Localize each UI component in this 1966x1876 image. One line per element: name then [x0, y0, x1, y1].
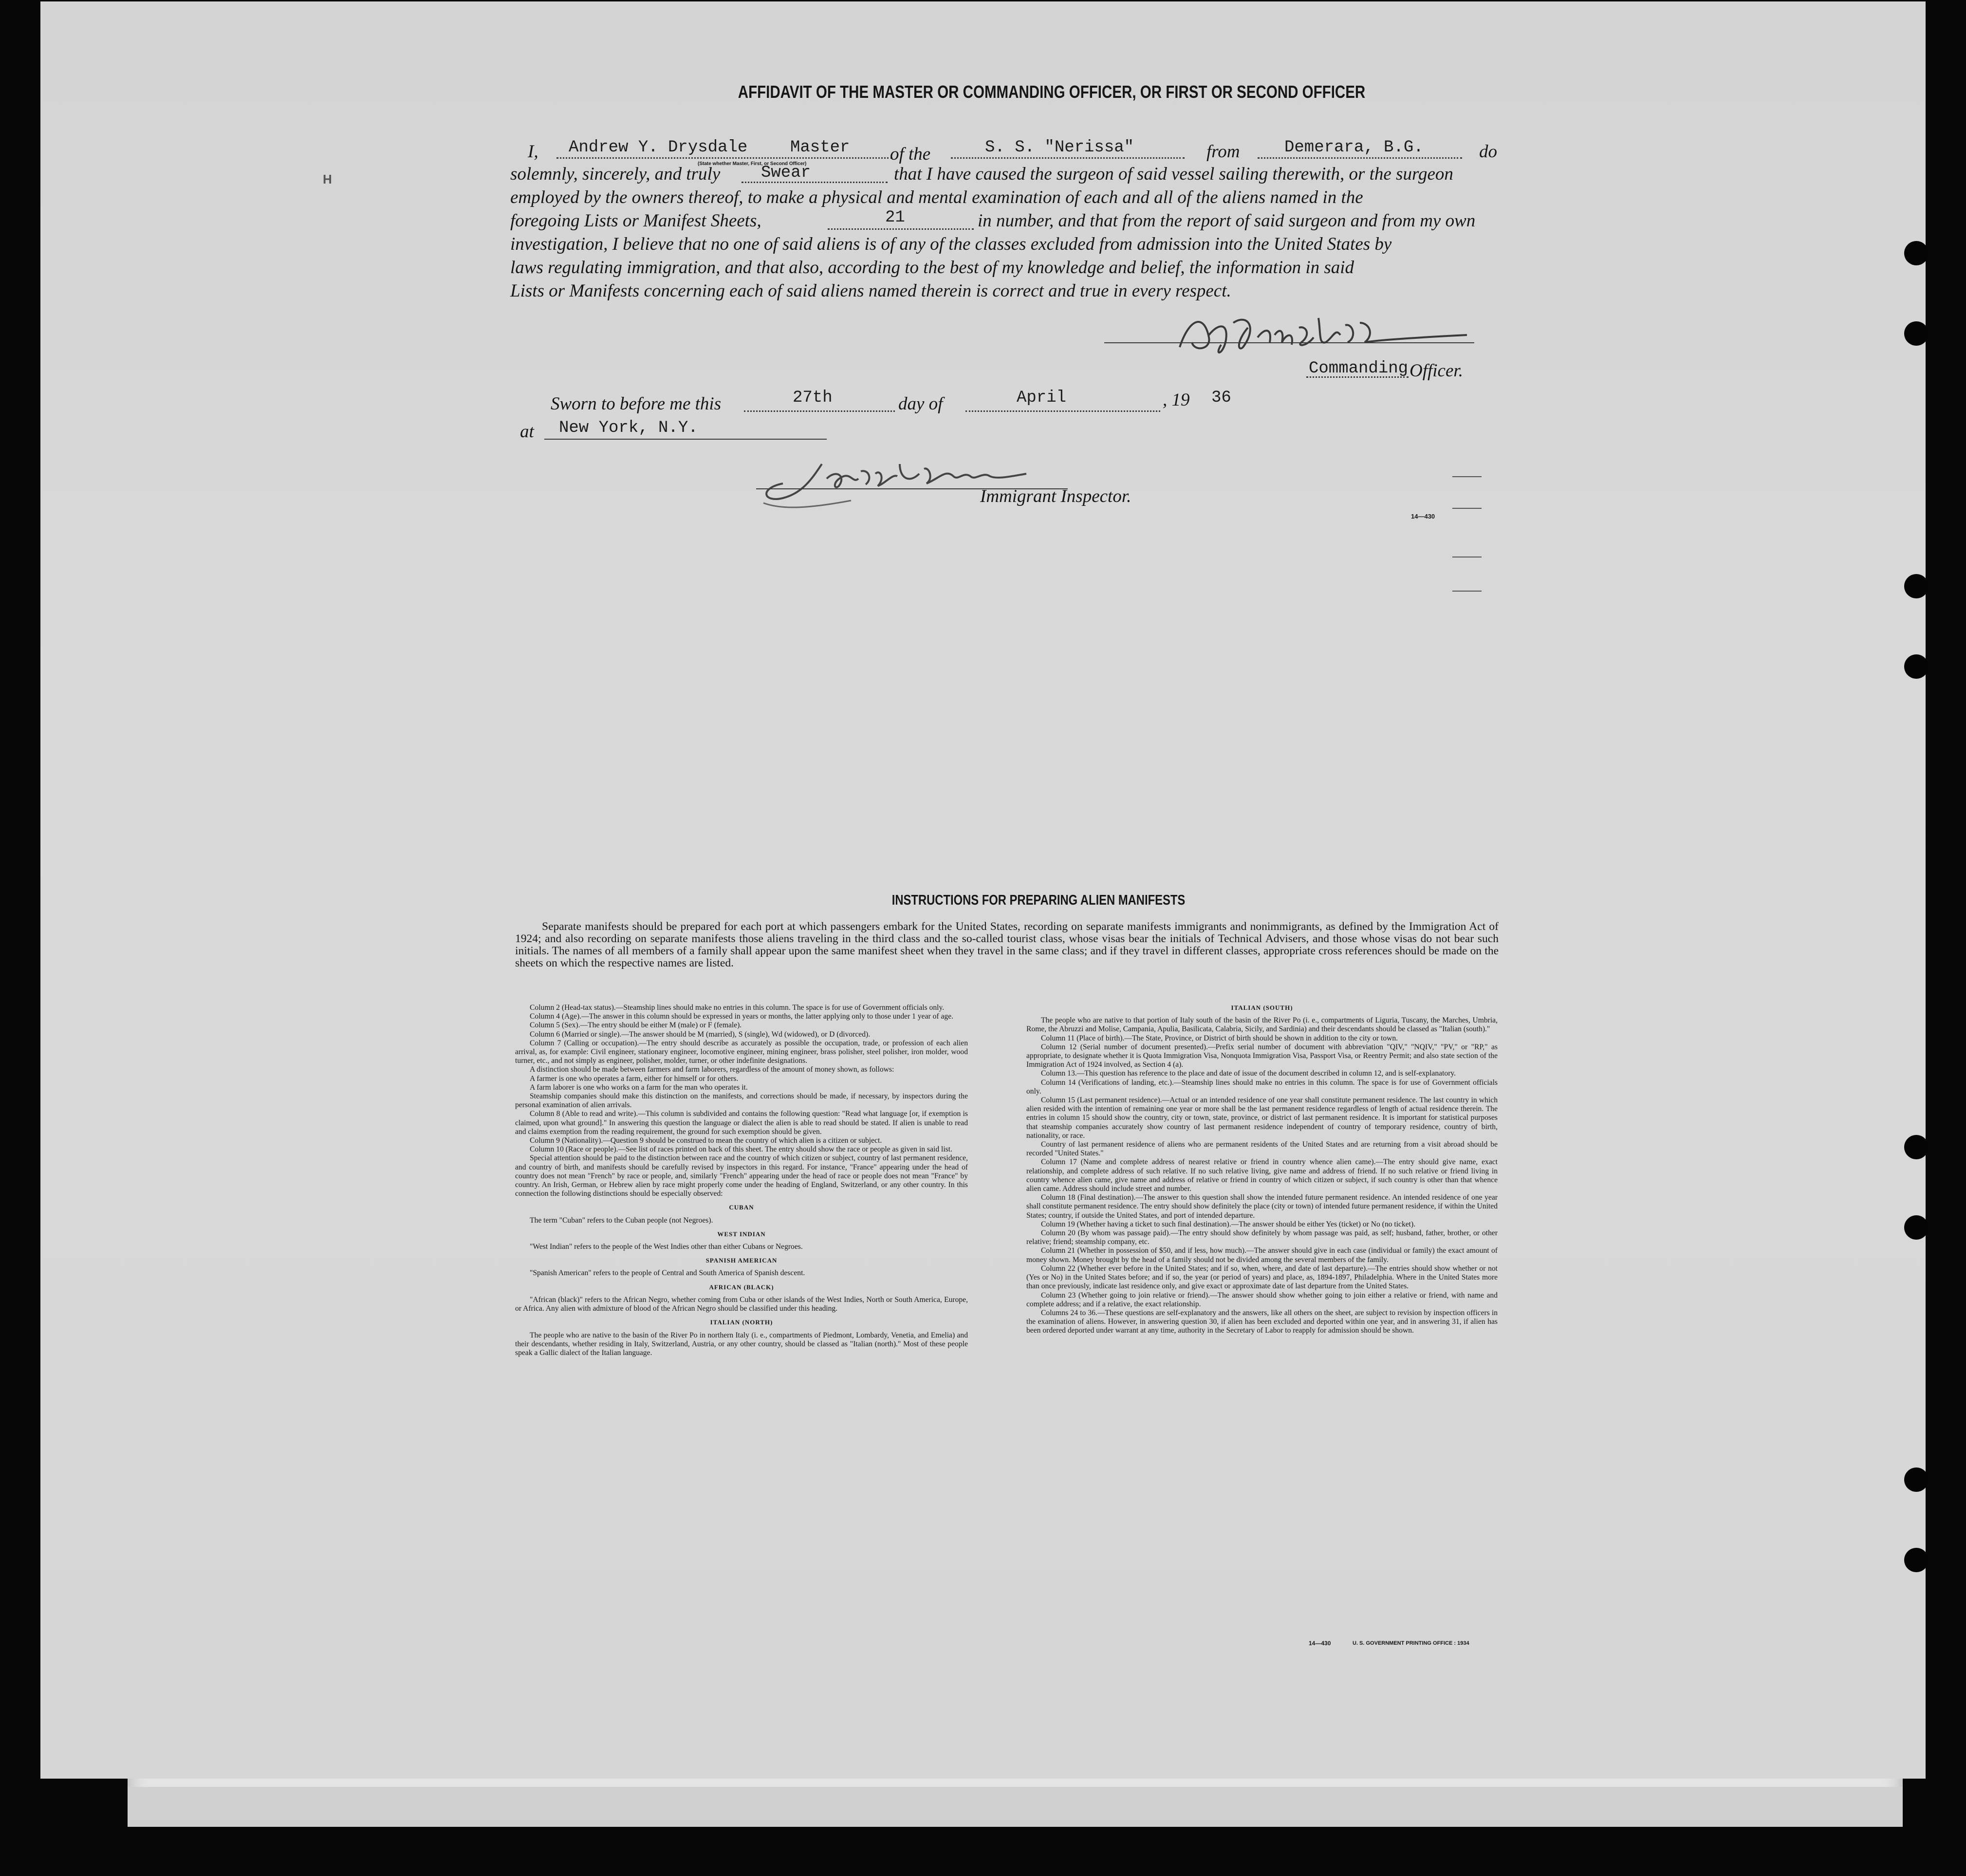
of-the-text: of the: [890, 144, 931, 164]
column-23-text: Column 23 (Whether going to join relative or friend).—The answer should show whether going to join either a relative or friend, with name and complete address; and if a relative, the exact relationship.: [1026, 1291, 1498, 1308]
column-19-text: Column 19 (Whether having a ticket to such final destination).—The answer should be either Yes (ticket) or No (no ticket).: [1041, 1220, 1416, 1228]
column-8-text: Column 8 (Able to read and write).—This column is subdivided and contains the following question: "Read what language [or, if exemption is claimed, upon what ground]." In answering this question the language or dialect the alien is able to read should be stated. If alien is unable to read and claims exemption from the reading requirement, the ground for such exemption should be given.: [515, 1110, 968, 1136]
italian-north-heading: ITALIAN (NORTH): [710, 1319, 773, 1326]
vessel-blank: [951, 157, 1185, 159]
inspector-signature: [754, 449, 1075, 518]
column-20-text: Column 20 (By whom was passage paid).—The entry should show definitely by whom passage was paid, as self; husband, father, brother, or other relative; friend; steamship company, etc.: [1026, 1229, 1498, 1246]
instructions-left-column: [515, 1003, 968, 1357]
footer-printer: U. S. GOVERNMENT PRINTING OFFICE : 1934: [1353, 1640, 1469, 1646]
margin-dash: [1452, 476, 1482, 477]
punch-hole: [1904, 321, 1929, 346]
punch-hole: [1904, 574, 1929, 598]
oath-word: Swear: [761, 164, 811, 182]
form-code: 14—430: [1411, 513, 1435, 520]
footer-form-code: 14—430: [1309, 1640, 1331, 1647]
african-heading: AFRICAN (BLACK): [709, 1283, 774, 1291]
african-text: "African (black)" refers to the African Negro, whether coming from Cuba or other islands of the West Indies, North or South America, Europe, or Africa. Any alien with admixture of blood of the African Negro should be classified under this heading.: [515, 1295, 968, 1313]
affidavit-line-2: solemnly, sincerely, and truly: [510, 164, 721, 184]
column-5-text: Column 5 (Sex).—The entry should be either M (male) or F (female).: [530, 1021, 742, 1030]
departure-port: Demerara, B.G.: [1284, 138, 1424, 157]
officer-word: Officer.: [1410, 361, 1463, 381]
affidavit-line-4: foregoing Lists or Manifest Sheets,: [510, 211, 761, 231]
affidavit-prefix: I,: [528, 142, 538, 162]
margin-dash: [1452, 591, 1482, 592]
sworn-text: Sworn to before me this: [551, 394, 722, 414]
column-13-text: Column 13.—This question has reference to the place and date of issue of the document described in column 12, and is self-explanatory.: [1041, 1069, 1456, 1078]
west-indian-heading: WEST INDIAN: [717, 1230, 766, 1238]
spanish-american-text: "Spanish American" refers to the people of Central and South America of Spanish descent.: [530, 1269, 805, 1278]
distinction-text: A distinction should be made between farmers and farm laborers, regardless of the amount of money shown, as follows:: [530, 1065, 894, 1074]
sworn-month: April: [1017, 389, 1067, 407]
inspector-title: Immigrant Inspector.: [980, 486, 1131, 506]
sworn-place: New York, N.Y.: [559, 419, 698, 437]
west-indian-text: "West Indian" refers to the people of the West Indies other than either Cubans or Negroes.: [530, 1243, 803, 1251]
instructions-right-column: [1026, 1003, 1498, 1336]
affidavit-line-4-rest: in number, and that from the report of said surgeon and from my own: [978, 211, 1476, 231]
country-last-residence-text: Country of last permanent residence of aliens who are permanent residents of the United States and are returning from a visit abroad should be recorded "United States.": [1026, 1140, 1498, 1158]
margin-dash: [1452, 508, 1482, 509]
column-7-text: Column 7 (Calling or occupation).—The entry should describe as accurately as possible the occupation, trade, or profession of each alien arrival, as, for example: Civil engineer, stationary engineer, locomotive engineer, mining engineer, brass polisher, steel polisher, iron molder, wood turner, etc., and not simply as engineer, polisher, molder, turner, or other indefinite designations.: [515, 1039, 968, 1065]
affidavit-line-3: employed by the owners thereof, to make a physical and mental examination of each and all of the aliens named in the: [510, 187, 1363, 207]
column-14-text: Column 14 (Verifications of landing, etc.).—Steamship lines should make no entries in this column. The space is for use of Government officials only.: [1026, 1078, 1498, 1096]
from-text: from: [1206, 142, 1240, 162]
affidavit-title: AFFIDAVIT OF THE MASTER OR COMMANDING OFFICER, OR FIRST OR SECOND OFFICER: [738, 82, 1366, 102]
column-2-text: Column 2 (Head-tax status).—Steamship lines should make no entries in this column. The space is for use of Government officials only.: [530, 1003, 945, 1012]
affidavit-line-5: investigation, I believe that no one of said aliens is of any of the classes excluded from admission into the United States by: [510, 234, 1392, 254]
column-12-text: Column 12 (Serial number of document presented).—Prefix serial number of document with abbreviation "QIV," "NQIV," "PV," or "RP," as appropriate, to designate whether it is Quota Immigration Visa, Nonquota Immigration Visa, Passport Visa, or Reentry Permit; and also state section of the Immigration Act of 1924 involved, as Section 4 (a).: [1026, 1042, 1498, 1069]
at-text: at: [520, 422, 534, 442]
farmer-text: A farmer is one who operates a farm, either for himself or for others.: [530, 1074, 739, 1083]
vessel-name: S. S. "Nerissa": [985, 138, 1134, 157]
column-11-text: Column 11 (Place of birth).—The State, Province, or District of birth should be shown in addition to the city or town.: [1041, 1034, 1398, 1042]
manifest-page: [40, 1, 1926, 1779]
column-17-text: Column 17 (Name and complete address of nearest relative or friend in country whence alien came).—The entry should give name, exact relationship, and complete address of such relative. If no such relative living, give name and address of friend. If no such relative or friend living in country whence alien came, give name and address of relative or friend in country of which citizen or subject, if such country is other than that whence alien came. Address should include street and number.: [1026, 1158, 1498, 1193]
rank-hint: (State whether Master, First, or Second Officer): [698, 161, 807, 167]
officer-name: Andrew Y. Drysdale: [569, 138, 748, 157]
column-6-text: Column 6 (Married or single).—The answer should be M (married), S (single), Wd (widowed), or D (divorced).: [530, 1030, 871, 1039]
italian-south-heading: ITALIAN (SOUTH): [1231, 1004, 1293, 1011]
master-signature: [1175, 308, 1477, 362]
affidavit-line-2-rest: that I have caused the surgeon of said vessel sailing therewith, or the surgeon: [894, 164, 1453, 184]
punch-hole: [1904, 241, 1929, 265]
underlying-sheet-edge: [128, 1787, 1903, 1827]
column-15-text: Column 15 (Last permanent residence).—Actual or an intended residence of one year shall constitute permanent residence. The last country in which alien resided with the intention of remaining one year or more shall be the last permanent residence regardless of length of actual residence therein. The entries in column 15 should show the country, city or town, state, province, or district of last permanent residence. It is important for statistical purposes that steamship companies accurately show country of last permanent residence independent of country of temporary residence, country of birth, nationality, or race.: [1026, 1096, 1498, 1140]
instructions-intro: Separate manifests should be prepared for each port at which passengers embark for the United States, recording on separate manifests immigrants and nonimmigrants, as defined by the Immigration Act of 1924; and also recording on separate manifests those aliens traveling in the third class and the so-called tourist class, whose visas bear the initials of Technical Advisers, and those whose visas do not bear such initials. The names of all members of a family shall appear upon the same manifest sheet when they travel in the same class; and if they travel in different classes, appropriate cross references should be made on the sheets on which the respective names are listed.: [515, 920, 1499, 969]
column-9-text: Column 9 (Nationality).—Question 9 should be construed to mean the country of which alien is a citizen or subject.: [530, 1136, 882, 1145]
sworn-day: 27th: [793, 389, 833, 407]
cuban-heading: CUBAN: [729, 1204, 754, 1211]
month-blank: [965, 410, 1160, 412]
farm-laborer-text: A farm laborer is one who works on a farm for the man who operates it.: [530, 1083, 748, 1092]
year-prefix: , 19: [1163, 390, 1190, 410]
columns-24-36-text: Columns 24 to 36.—These questions are self-explanatory and the answers, like all others on the sheet, are subject to revision by inspection officers in the examination of aliens. However, in answering question 30, if alien has been excluded and deported within one year, and in answering 31, if alien has been ordered deported under warrant at any time, authority in the Secretary of Labor to reapply for admission should be shown.: [1026, 1308, 1498, 1335]
column-4-text: Column 4 (Age).—The answer in this column should be expressed in years or months, the latter applying only to those under 1 year of age.: [530, 1012, 954, 1021]
punch-hole: [1904, 1467, 1929, 1492]
officer-title: Commanding: [1309, 359, 1409, 378]
punch-hole: [1904, 1215, 1929, 1240]
steamship-text: Steamship companies should make this distinction on the manifests, and corrections should be made, if necessary, by inspectors during the personal examination of alien arrivals.: [515, 1092, 968, 1110]
italian-south-text: The people who are native to that portion of Italy south of the basin of the River Po (i. e., compartments of Liguria, Tuscany, the Marches, Umbria, Rome, the Abruzzi and Molise, Campania, Apulia, Basilicata, Calabria, Sicily, and Sardinia) and their descendants should be classed as "Italian (south).": [1026, 1016, 1498, 1034]
day-blank: [744, 410, 895, 412]
column-18-text: Column 18 (Final destination).—The answer to this question shall show the intended future permanent residence. An intended residence of one year shall constitute permanent residence. The entry should show definitely the place (city or town) of intended future permanent residence, if within the United States; country, if outside the United States, and port of intended departure.: [1026, 1193, 1498, 1220]
punch-hole: [1904, 1135, 1929, 1159]
cuban-text: The term "Cuban" refers to the Cuban people (not Negroes).: [530, 1216, 713, 1225]
manifest-sheet-count: 21: [885, 208, 905, 227]
spanish-american-heading: SPANISH AMERICAN: [705, 1257, 778, 1264]
margin-mark: H: [323, 172, 332, 186]
count-blank: [828, 228, 974, 230]
punch-hole: [1904, 1548, 1929, 1572]
column-21-text: Column 21 (Whether in possession of $50, and if less, how much).—The answer should give in each case (individual or family) the exact amount of money shown. Money brought by the head of a family should not be divided among the several members of the family.: [1026, 1246, 1498, 1264]
officer-rank: Master: [790, 138, 850, 157]
sworn-year: 36: [1211, 389, 1231, 407]
column-10-text: Column 10 (Race or people).—See list of races printed on back of this sheet. The entry should show the race or people as given in said list.: [530, 1145, 952, 1154]
special-attention-text: Special attention should be paid to the distinction between race and the country of which citizen or subject, country of last permanent residence, and country of birth, and manifests should be carefully revised by inspectors in this regard. For instance, "France" appearing under the head of country does not mean "French" by race or people, and, similarly "French" appearing under the head of race or people does not mean "France" by country. An Irish, German, or Hebrew alien by race might properly come under the heading of England, Switzerland, or any other country. In this connection the following distinctions should be especially observed:: [515, 1154, 968, 1198]
name-blank: [556, 157, 892, 159]
punch-hole: [1904, 654, 1929, 679]
column-22-text: Column 22 (Whether ever before in the United States; and if so, when, where, and date of last departure).—The entries should show whether or not (Yes or No) in the United States before; and if so, the year (or period of years) and place, as, 1894-1897, Philadelphia. Where in the United States more than once previously, indicate last residence only, and give exact or approximate date of last departure from the United States.: [1026, 1264, 1498, 1291]
affidavit-line-7: Lists or Manifests concerning each of said aliens named therein is correct and true in every respect.: [510, 281, 1231, 301]
affidavit-line-6: laws regulating immigration, and that also, according to the best of my knowledge and belief, the information in said: [510, 258, 1354, 278]
port-blank: [1258, 157, 1462, 159]
do-text: do: [1479, 142, 1497, 162]
italian-north-text: The people who are native to the basin of the River Po in northern Italy (i. e., compartments of Piedmont, Lombardy, Venetia, and Emelia) and their descendants, whether residing in Italy, Switzerland, Austria, or any other country, should be classed as "Italian (north)." Most of these people speak a Gallic dialect of the Italian language.: [515, 1331, 968, 1357]
instructions-title: INSTRUCTIONS FOR PREPARING ALIEN MANIFESTS: [891, 892, 1186, 908]
place-blank: [544, 439, 827, 440]
day-of-text: day of: [898, 394, 943, 414]
